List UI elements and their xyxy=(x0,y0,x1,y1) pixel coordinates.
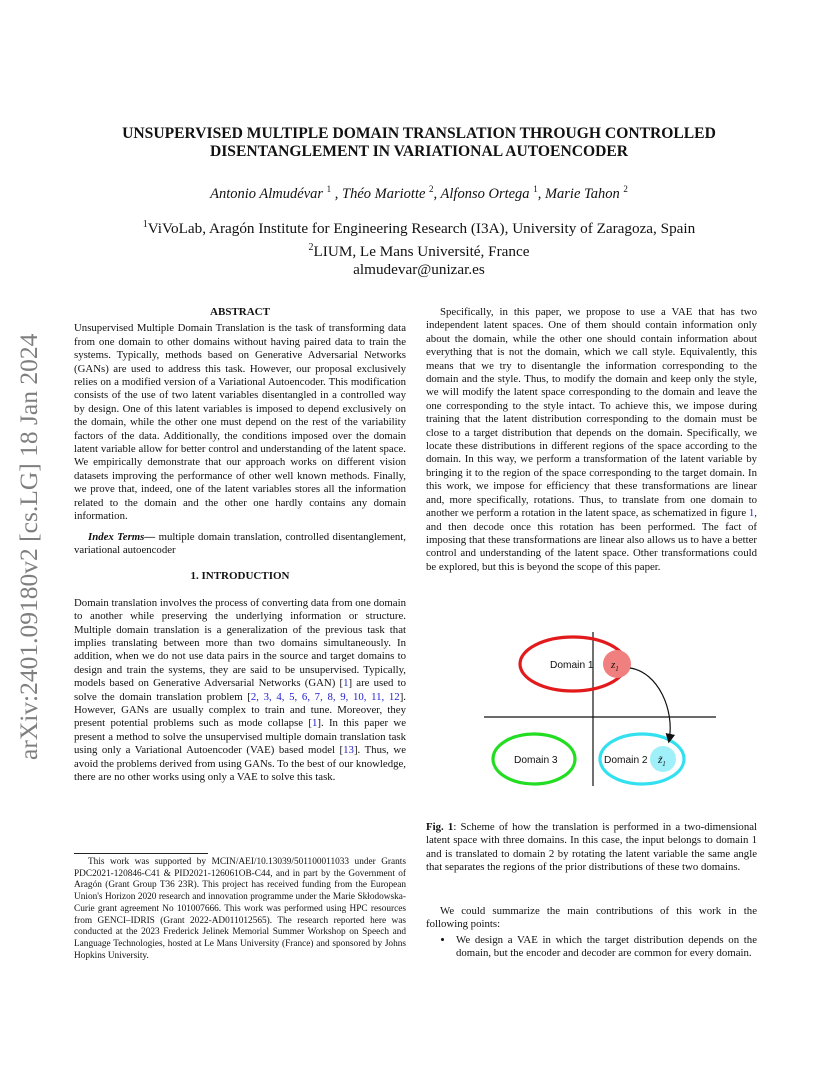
contributions-intro: We could summarize the main contributions of this work in the following points: xyxy=(426,905,757,931)
arxiv-identifier: arXiv:2401.09180v2 [cs.LG] 18 Jan 2024 xyxy=(14,333,43,760)
affiliations xyxy=(80,216,758,280)
figure-1-latent-space xyxy=(480,628,718,788)
intro-text: ]. In this paper we present a method to solve the unsupervised multiple domain translation task using only a Variational Autoencoder (VAE) based model [ xyxy=(74,717,406,757)
rotation-arrow xyxy=(630,668,670,741)
footnote-divider xyxy=(74,853,208,854)
paper-title xyxy=(90,125,748,161)
contact-email[interactable]: almudevar@unizar.es xyxy=(353,261,485,279)
affiliation-line xyxy=(80,239,758,262)
index-terms-text: multiple domain translation, controlled disentanglement, variational autoencoder xyxy=(74,530,406,556)
citation-link[interactable]: 1 xyxy=(343,677,349,690)
author-name: Alfonso Ortega xyxy=(440,185,530,202)
author-name: Antonio Almudévar xyxy=(210,185,324,202)
intro-paragraph-2 xyxy=(426,306,757,574)
author-affiliation-mark: 2 xyxy=(429,184,434,194)
left-column xyxy=(74,306,406,784)
author-list: Antonio Almudévar $^1$ , Théo Mariotte $^2$, Alfonso Ortega $^1$, Marie Tahon $^2$ xyxy=(210,184,628,202)
author-affiliation-mark: 2 xyxy=(623,184,628,194)
contributions-section xyxy=(426,905,757,961)
intro-text: ] are used to solve the domain translation problem [ xyxy=(74,677,406,703)
intro-text: Domain translation involves the process of converting data from one domain to another while preserving the underlying information or structure. Multiple domain translation is a generalization of the previous task that implies translating between more than two domains simultaneously. In addition, when we do not use data pairs in the source and target domains to design and train the systems, they are said to be unsupervised. Typically, models based on Generative Adversarial Networks (GAN) [ xyxy=(74,596,406,690)
introduction-paragraph xyxy=(74,597,406,785)
caption-text: : Scheme of how the translation is performed in a two-dimensional latent space with three domains. In this case, the input belongs to domain 1 and is translated to domain 2 by rotating the latent variable the same angle that separates the regions of the prior distributions of these two domains. xyxy=(426,821,758,874)
citation-link[interactable]: 13 xyxy=(343,744,354,757)
abstract-text: Unsupervised Multiple Domain Translation is the task of transforming data from one domain to other domains without having paired data to train the systems. Typically, methods based on Generative Adversarial Networks (GANs) are used to address this task. However, our proposal exclusively relies on a modified version of a Variational Autoencoder. This modification consists of the use of two latent variables disentangled in a controlled way by design. One of this latent variables is imposed to depend exclusively on the domain, while the other one must depend on the rest of the variability factors of the data. Additionally, the conditions imposed over the domain latent variable allow for better control and understanding of the latent space. We empirically demonstrate that our approach works on different vision datasets improving the performance of other well known methods. Finally, we prove that, indeed, one of the latent variables stores all the information related to the domain and the other one hardly contains any domain information. xyxy=(74,322,406,523)
contribution-item: • We design a VAE in which the target distribution depends on the domain, but the encoder and decoder are common for every domain. xyxy=(454,934,757,961)
author-name: Théo Mariotte xyxy=(342,185,426,202)
author-affiliation-mark: 1 xyxy=(533,184,538,194)
title-line-2: DISENTANGLEMENT IN VARIATIONAL AUTOENCODER xyxy=(209,143,629,160)
intro-text: , and then decode once this rotation has been performed. The fact of imposing that these transformations are linear also allows us to have a better control and understanding of the latent space. Other transformations could be explored, but this is beyond the scope of this paper. xyxy=(426,507,757,573)
figure-1-caption xyxy=(426,821,757,875)
funding-footnote: This work was supported by MCIN/AEI/10.13039/501100011033 under Grants PDC2021-120846-C41 & PID2021-126061OB-C44, and in part by the Government of Aragón (Grant Group T36 23R). This project has received funding from the European Union's Horizon 2020 research and innovation programme under the Marie Skłodowska-Curie grant agreement No 101007666. This work was performed using HPC resources from GENCI–IDRIS (Grant 2022-AD011012565). The research reported here was conducted at the 2023 Frederick Jelinek Memorial Summer Workshop on Speech and Language Technologies, hosted at Le Mans University (France) and sponsored by Johns Hopkins University. xyxy=(74,857,406,961)
title-line-1: UNSUPERVISED MULTIPLE DOMAIN TRANSLATION THROUGH CONTROLLED xyxy=(122,125,716,142)
caption-label: Fig. 1 xyxy=(426,821,454,833)
author-name: Marie Tahon xyxy=(544,185,620,202)
z1-tilde-point xyxy=(650,746,676,772)
affiliation-mark: 1 xyxy=(142,219,148,230)
affiliation-text: ViVoLab, Aragón Institute for Engineering Research (I3A), University of Zaragoza, Spain xyxy=(147,220,696,238)
index-terms-label: Index Terms— xyxy=(88,530,156,543)
z1-label: $z_1$ xyxy=(611,659,619,673)
figure-reference-link[interactable]: 1 xyxy=(748,507,755,520)
domain-1-label: Domain 1 xyxy=(550,660,594,671)
abstract-heading: ABSTRACT xyxy=(210,306,270,318)
index-terms xyxy=(74,531,406,558)
citation-link-list[interactable]: 2, 3, 4, 5, 6, 7, 8, 9, 10, 11, 12 xyxy=(250,690,400,703)
affiliation-line xyxy=(80,216,758,239)
affiliation-text: LIUM, Le Mans Université, France xyxy=(313,242,530,260)
affiliation-mark: 2 xyxy=(308,241,314,253)
intro-text: ]. However, GANs are usually complex to train and tune. Moreover, they present potential problems such as mode collapse [ xyxy=(74,690,406,730)
intro-text: ]. Thus, we avoid the problems derived from using GANs. To the best of our knowledge, there are no other works using only a VAE to solve this task. xyxy=(74,744,406,783)
contributions-list xyxy=(426,934,757,961)
author-affiliation-mark: 1 xyxy=(326,184,332,194)
introduction-heading: 1. INTRODUCTION xyxy=(190,570,290,583)
z1-tilde-label: $z̃_1$ xyxy=(658,754,666,768)
right-column xyxy=(426,306,757,574)
intro-text: Specifically, in this paper, we propose to use a VAE that has two independent latent spaces. One of them should contain information only about the domain, while the other one should contain information about everything that is not the domain, which we call style. Equivalently, this means that we try to disentangle the information corresponding to the domain and the style. Thus, to modify the domain and keep only the style, we will modify the latent space corresponding to the domain and leave the one corresponding to the style intact. To achieve this, we impose during training that the latent distribution corresponding to the domain must be close to a target distribution that depends on the domain. Specifically, we locate these distributions in different regions of the space according to the domain. In this way, we perform a transformation of the latent variable by bringing it to the region of the space corresponding to the target domain. In this work, we impose for efficiency that these transformations are linear and, more specifically, rotations. Thus, to translate from one domain to another we perform a rotation in the latent space, as schematized in figure xyxy=(426,306,757,520)
z1-point xyxy=(603,650,631,678)
citation-link[interactable]: 1 xyxy=(311,717,318,730)
domain-3-label: Domain 3 xyxy=(514,755,558,766)
domain-2-label: Domain 2 xyxy=(604,755,648,766)
